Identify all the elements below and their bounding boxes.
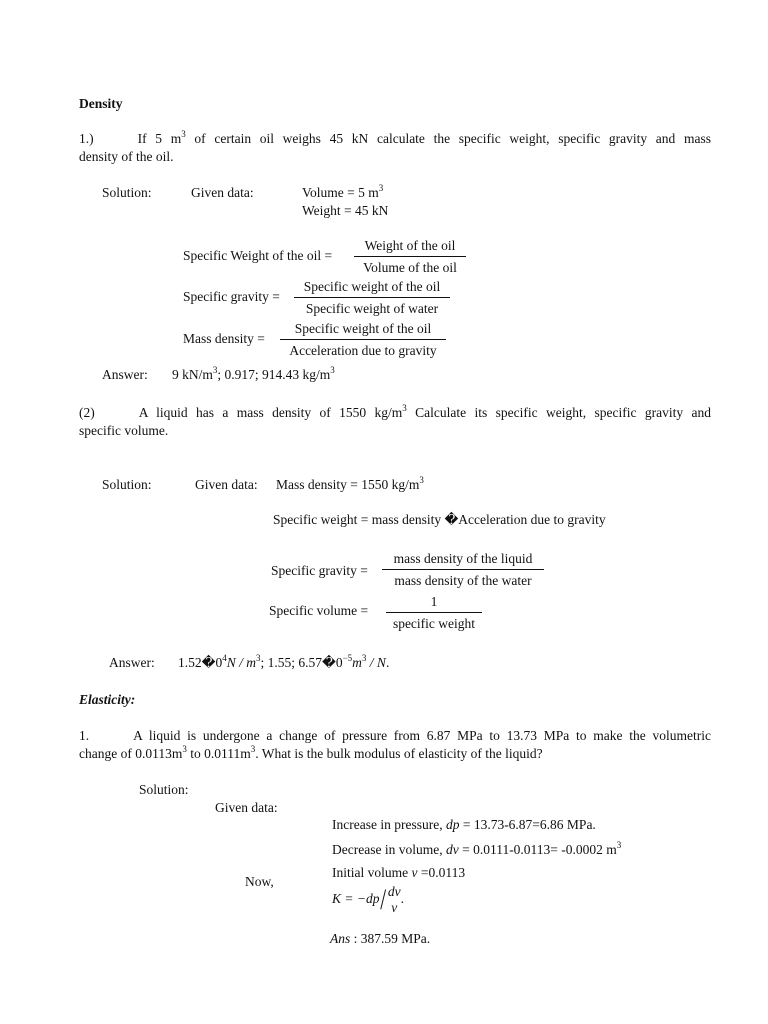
p2-given-label: Given data: (195, 477, 258, 492)
q1-solution-label: Solution: (139, 782, 189, 797)
q1-given-label: Given data: (215, 800, 278, 815)
p1-specific-weight-label: Specific Weight of the oil = (183, 248, 333, 263)
section-heading-elasticity: Elasticity: (79, 692, 136, 707)
p2-answer-value: $1.52�0^4N / m^3$; 1.55; $6.57�0^{-5}m^3$ / N. (178, 653, 390, 670)
p1-weight: Weight = 45 kN (302, 203, 389, 218)
p2-specific-weight-line: Specific weight = mass density �Acceleration due to gravity (273, 512, 606, 527)
p1-specific-gravity-label: Specific gravity = (183, 289, 280, 304)
problem-1-text: 1.) If 5 $m^3$ of certain oil weighs 45 kN calculate the specific weight, specific gravity and mass density of the oil. (79, 129, 711, 164)
p2-specific-volume-label: Specific volume = (269, 603, 369, 618)
q1-increase-in-pressure: Increase in pressure, dp = 13.73-6.87=6.86 MPa. (332, 817, 596, 832)
p2-mass-density: Mass density = 1550 $kg/m^3$ (276, 475, 424, 492)
p2-specific-gravity-fraction: mass density of the liquid mass density of the water (382, 550, 544, 589)
p2-specific-volume-fraction: 1 specific weight (386, 593, 482, 632)
q1-now-label: Now, (245, 874, 274, 889)
p2-answer-label: Answer: (109, 655, 155, 670)
section-heading-density: Density (79, 96, 123, 111)
q1-answer: Ans : 387.59 MPa. (330, 931, 431, 946)
elasticity-question-1-text: 1. A liquid is undergone a change of pressure from 6.87 MPa to 13.73 MPa to make the volumetric change of $0.0113m^3$ to $0.0111m^3$. What is the bulk modulus of elasticity of the liquid? (79, 728, 711, 761)
q1-initial-volume: Initial volume v =0.0113 (332, 865, 466, 880)
p2-specific-gravity-label: Specific gravity = (271, 563, 368, 578)
q1-bulk-modulus-formula: K = −dp/ dv v . (332, 883, 404, 916)
p1-given-label: Given data: (191, 185, 254, 200)
q1-decrease-in-volume: Decrease in volume, dv = 0.0111-0.0113= -0.0002 $m^3$ (332, 840, 622, 857)
p1-answer-value: 9 $kN/m^3$; 0.917; 914.43 $kg/m^3$ (172, 365, 335, 382)
p1-specific-gravity-fraction: Specific weight of the oil Specific weight of water (294, 278, 450, 317)
p1-mass-density-fraction: Specific weight of the oil Acceleration due to gravity (280, 320, 446, 359)
p1-specific-weight-fraction: Weight of the oil Volume of the oil (354, 237, 466, 276)
problem-2-text: (2) A liquid has a mass density of 1550 $kg/m^3$ Calculate its specific weight, specific gravity and specific volume. (79, 403, 711, 438)
p1-volume: Volume = 5 $m^3$ (302, 183, 384, 200)
p1-mass-density-label: Mass density = (183, 331, 265, 346)
p1-answer-label: Answer: (102, 367, 148, 382)
p2-solution-label: Solution: (102, 477, 152, 492)
p1-solution-label: Solution: (102, 185, 152, 200)
